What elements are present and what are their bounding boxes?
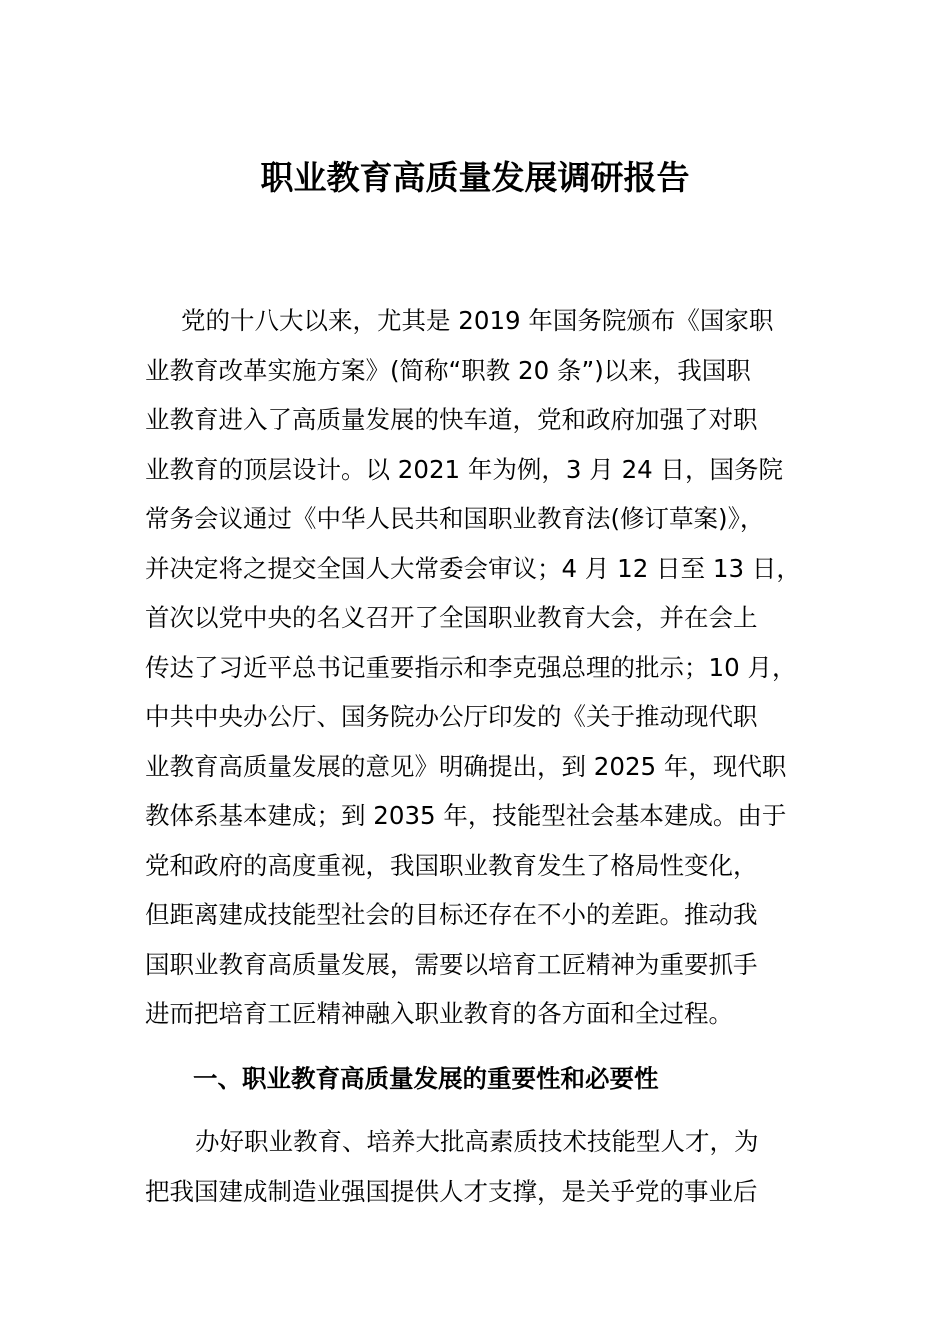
paragraph-line: 常务会议通过《中华人民共和国职业教育法(修订草案)》， bbox=[145, 504, 765, 533]
paragraph-line: 传达了习近平总书记重要指示和李克强总理的批示；10 月， bbox=[145, 652, 797, 682]
paragraph-line: 国职业教育高质量发展，需要以培育工匠精神为重要抓手 bbox=[145, 949, 758, 979]
paragraph-line: 业教育高质量发展的意见》明确提出，到 2025 年，现代职 bbox=[145, 751, 787, 781]
paragraph-line: 党的十八大以来，尤其是 2019 年国务院颁布《国家职 bbox=[181, 306, 774, 335]
paragraph-line: 把我国建成制造业强国提供人才支撑，是关乎党的事业后 bbox=[145, 1176, 758, 1206]
paragraph-line: 业教育改革实施方案》(简称“职教 20 条”)以来，我国职 bbox=[145, 355, 751, 385]
paragraph-line: 中共中央办公厅、国务院办公厅印发的《关于推动现代职 bbox=[145, 702, 758, 731]
paragraph-line: 办好职业教育、培养大批高素质技术技能型人才，为 bbox=[195, 1127, 759, 1156]
paragraph-line: 党和政府的高度重视，我国职业教育发生了格局性变化， bbox=[145, 850, 758, 880]
paragraph-line: 并决定将之提交全国人大常委会审议；4 月 12 日至 13 日， bbox=[145, 553, 801, 583]
paragraph-line: 业教育进入了高质量发展的快车道，党和政府加强了对职 bbox=[145, 405, 758, 434]
intro-paragraph bbox=[145, 296, 815, 1039]
paragraph-line: 教体系基本建成；到 2035 年，技能型社会基本建成。由于 bbox=[145, 801, 787, 830]
paragraph-line: 首次以党中央的名义召开了全国职业教育大会，并在会上 bbox=[145, 603, 758, 632]
paragraph-line: 业教育的顶层设计。以 2021 年为例，3 月 24 日，国务院 bbox=[145, 454, 784, 484]
document-title: 职业教育高质量发展调研报告 bbox=[260, 158, 690, 197]
paragraph-line: 进而把培育工匠精神融入职业教育的各方面和全过程。 bbox=[145, 999, 733, 1028]
section-paragraph bbox=[145, 1117, 815, 1216]
section-heading: 一、职业教育高质量发展的重要性和必要性 bbox=[193, 1064, 659, 1093]
paragraph-line: 但距离建成技能型社会的目标还存在不小的差距。推动我 bbox=[145, 900, 758, 929]
